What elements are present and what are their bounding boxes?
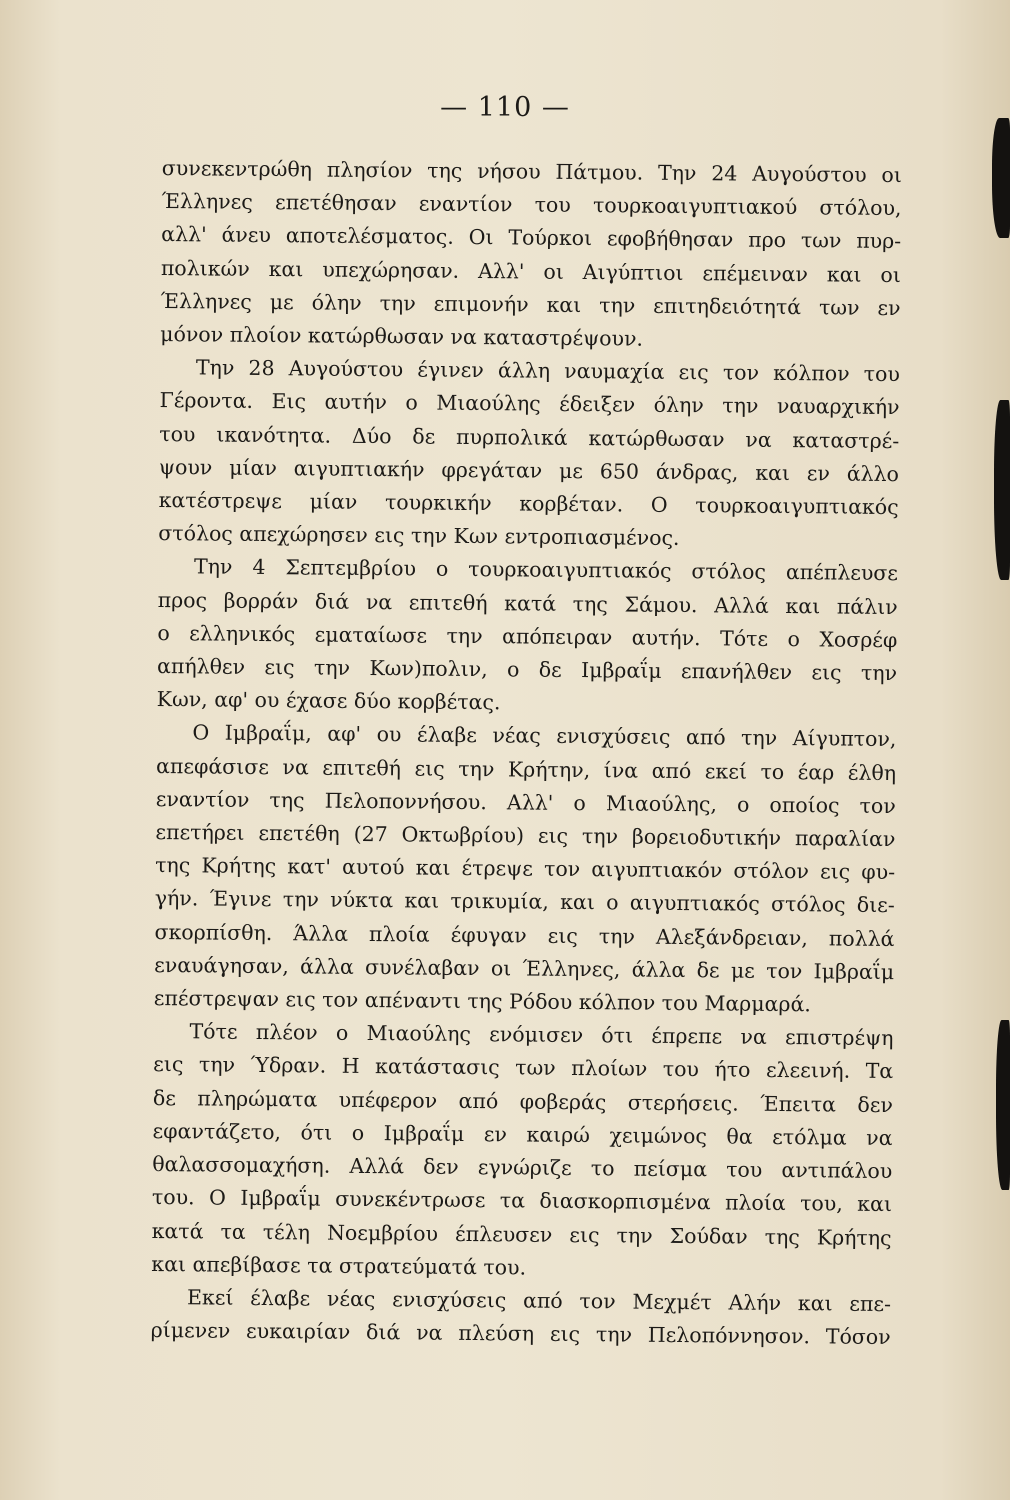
text-line: συνεκεντρώθη πλησίον της νήσου Πάτμου. Την 24 Αυγούστου οι xyxy=(161,155,902,188)
text-line: απεφάσισε να επιτεθή εις την Κρήτην, ίνα από εκεί το έαρ έλθη xyxy=(155,753,897,785)
text-line: της Κρήτης κατ' αυτού και έτρεψε τον αιγυπτιακόν στόλον εις φυ- xyxy=(155,853,896,885)
text-line: Την 28 Αυγούστου έγινεν άλλη ναυμαχία εις τον κόλπον του xyxy=(195,355,901,387)
text-line: Ο Ιμβραΐμ, αφ' ου έλαβε νέας ενισχύσεις από την Αίγυπτον, xyxy=(192,720,897,752)
text-line: του. Ο Ιμβραΐμ συνεκέντρωσε τα διασκορπισμένα πλοία του, και xyxy=(151,1185,893,1217)
text-line: κατέστρεψε μίαν τουρκικήν κορβέταν. Ο τουρκοαιγυπτιακός xyxy=(158,488,899,520)
text-line: του ικανότητα. Δύο δε πυρπολικά κατώρθωσαν να καταστρέ- xyxy=(159,421,900,453)
paragraph xyxy=(160,152,902,358)
text-line: Γέροντα. Εις αυτήν ο Μιαούλης έδειξεν όλην την ναυαρχικήν xyxy=(159,388,900,420)
text-line: Την 4 Σεπτεμβρίου ο τουρκοαιγυπτιακός στόλος απέπλευσε xyxy=(193,554,899,586)
text-line: και απεβίβασε τα στρατεύματά του. xyxy=(151,1251,527,1280)
page-edge-stain-bottom xyxy=(996,1020,1010,1190)
text-line: Εκεί έλαβε νέας ενισχύσεις από τον Μεχμέτ Αλήν και επε- xyxy=(186,1285,892,1316)
text-line: αλλ' άνευ αποτελέσματος. Οι Τούρκοι εφοβήθησαν προ των πυρ- xyxy=(161,222,902,254)
text-line: Έλληνες με όλην την επιμονήν και την επιτηδειότητά των εν xyxy=(160,288,901,320)
text-line: γήν. Έγινε την νύκτα και τρικυμία, και ο αιγυπτιακός στόλος διε- xyxy=(154,886,895,918)
paragraph xyxy=(157,550,899,723)
text-line: στόλος απεχώρησεν εις την Κων εντροπιασμένος. xyxy=(158,521,680,551)
paragraph xyxy=(158,351,900,557)
text-line: μόνον πλοίον κατώρθωσαν να καταστρέψουν. xyxy=(160,322,644,351)
paragraph xyxy=(151,1281,892,1355)
text-line: εφαντάζετο, ότι ο Ιμβραΐμ εν καιρώ χειμώνος θα ετόλμα να xyxy=(152,1118,893,1150)
text-line: Έλληνες επετέθησαν εναντίον του τουρκοαιγυπτιακού στόλου, xyxy=(161,189,902,221)
text-line: Κων, αφ' ου έχασε δύο κορβέτας. xyxy=(156,687,501,715)
text-line: ρίμενεν ευκαιρίαν διά να πλεύση εις την Πελοπόννησον. Τόσον xyxy=(150,1318,891,1350)
text-line: εναντίον της Πελοποννήσου. Αλλ' ο Μιαούλης, ο οποίος τον xyxy=(155,786,896,818)
text-line: θαλασσομαχήση. Αλλά δεν εγνώριζε το πείσμα του αντιπάλου xyxy=(152,1152,893,1184)
text-line: Τότε πλέον ο Μιαούλης ενόμισεν ότι έπρεπε να επιστρέψη xyxy=(189,1019,894,1051)
text-line: κατά τα τέλη Νοεμβρίου έπλευσεν εις την Σούδαν της Κρήτης xyxy=(151,1218,892,1250)
text-line: προς βορράν διά να επιτεθή κατά της Σάμου. Αλλά και πάλιν xyxy=(157,587,898,619)
text-line: δε πληρώματα υπέφερον από φοβεράς στερήσεις. Έπειτα δεν xyxy=(152,1085,894,1117)
paragraph xyxy=(151,1015,894,1288)
text-line: σκορπίσθη. Άλλα πλοία έφυγαν εις την Αλεξάνδρειαν, πολλά xyxy=(154,919,895,951)
page-number: — 110 — xyxy=(440,92,570,123)
text-line: επέστρεψαν εις τον απέναντι της Ρόδου κόλπον του Μαρμαρά. xyxy=(153,986,811,1017)
text-line: εναυάγησαν, άλλα συνέλαβαν οι Έλληνες, άλλα δε με τον Ιμβραΐμ xyxy=(154,952,895,984)
body-text xyxy=(151,152,902,1354)
page-edge-stain-top xyxy=(992,118,1010,238)
text-line: ψουν μίαν αιγυπτιακήν φρεγάταν με 650 άνδρας, και εν άλλο xyxy=(158,454,900,486)
text-line: επετήρει επετέθη (27 Οκτωβρίου) εις την βορειοδυτικήν παραλίαν xyxy=(155,820,896,852)
text-line: ο ελληνικός εματαίωσε την απόπειραν αυτήν. Τότε ο Χοσρέφ xyxy=(157,620,898,652)
text-line: απήλθεν εις την Κων)πολιν, ο δε Ιμβραΐμ επανήλθεν εις την xyxy=(156,654,898,686)
paragraph xyxy=(154,716,897,1022)
text-line: εις την Ύδραν. Η κατάστασις των πλοίων του ήτο ελεεινή. Τα xyxy=(153,1052,894,1084)
text-line: πολικών και υπεχώρησαν. Αλλ' οι Αιγύπτιοι επέμειναν και οι xyxy=(160,255,901,287)
page-edge-stain-middle xyxy=(994,400,1010,580)
